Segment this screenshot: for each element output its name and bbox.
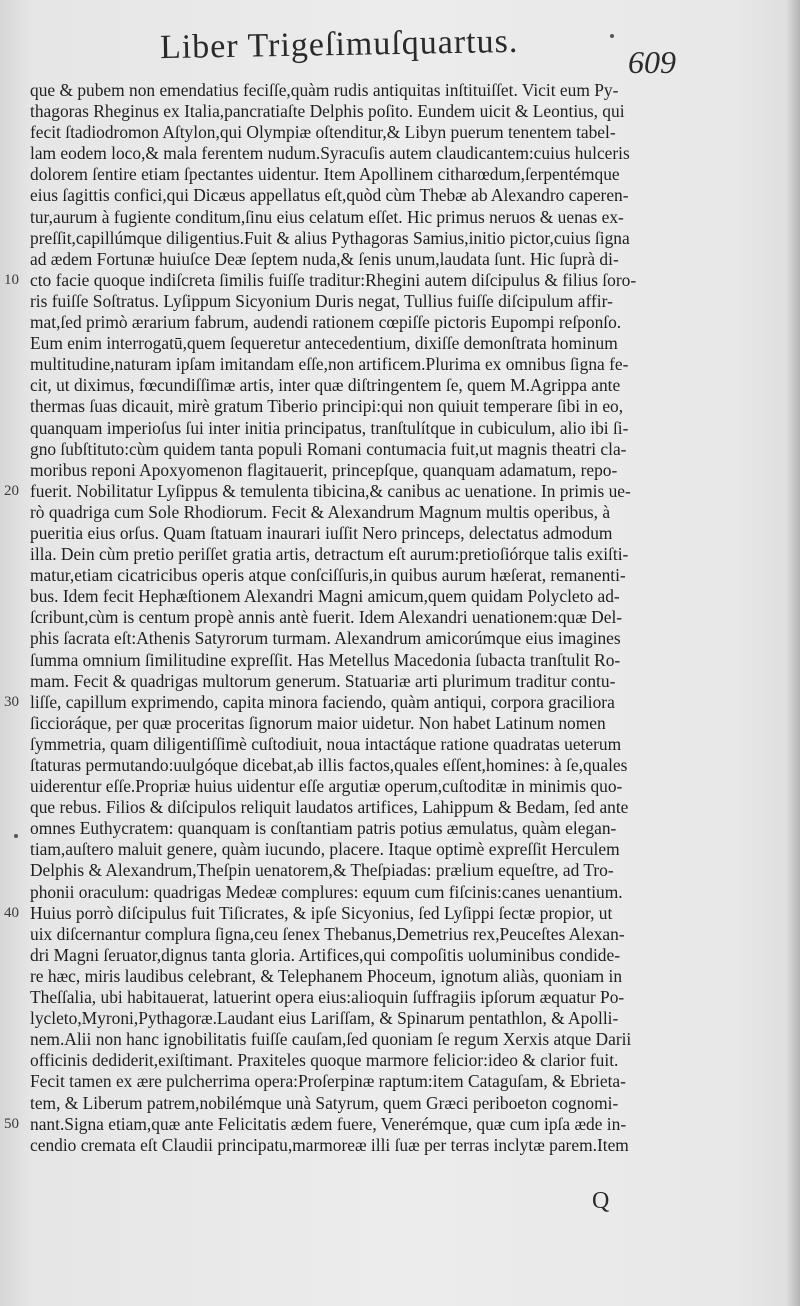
- text-line-content: Theſſalia, ubi habitauerat, latuerint opera eius:alioquin ſuffragiis ipſorum æquatur Po-: [30, 987, 625, 1008]
- text-line: [30, 228, 686, 249]
- text-line-content: cendio cremata eſt Claudii principatu,marmoreæ illi ſuæ per terras inclytæ parem.Item: [30, 1134, 629, 1155]
- running-head: Liber Trigeſimuſquartus.: [159, 22, 519, 67]
- text-line: [4, 269, 686, 291]
- text-line: [30, 565, 686, 586]
- text-line-content: ſiccioráque, per quæ proceritas ſignorum maior uidetur. Non habet Latinum nomen: [30, 712, 606, 733]
- text-line-content: Huius porrò diſcipulus fuit Tiſicrates, & ipſe Sicyonius, ſed Lyſippi ſectæ propior, ut: [30, 902, 613, 923]
- text-line-content: lam eodem loco,& mala ferentem nudum.Syracuſis autem claudicantem:cuius hulceris: [30, 143, 630, 164]
- text-line-content: Fecit tamen ex ære pulcherrima opera:Proſerpinæ raptum:item Cataguſam, & Ebrieta-: [30, 1071, 626, 1092]
- ink-speck: [610, 34, 614, 38]
- text-line-content: que rebus. Filios & diſcipulos reliquit laudatos artifices, Lahippum & Bedam, ſed ante: [30, 797, 629, 818]
- text-line: [30, 143, 686, 164]
- text-line: [4, 1113, 686, 1135]
- text-line-content: tur,aurum à fugiente conditum,ſinu eius celatum eſſet. Hic primus neruos & uenas ex-: [30, 206, 624, 227]
- text-line-content: preſſit,capillúmque diligentius.Fuit & alius Pythagoras Samius,initio pictor,cuius ſigna: [30, 227, 630, 248]
- text-line: [30, 945, 686, 966]
- text-line: [30, 776, 686, 797]
- text-line: [30, 207, 686, 228]
- text-line: [30, 122, 686, 143]
- text-line-content: liſſe, capillum exprimendo, capita minora faciendo, quàm antiqui, corpora graciliora: [30, 691, 615, 712]
- text-line-content: tem, & Liberum patrem,nobilémque unà Satyrum, quem Græci periboeton cognomi-: [30, 1092, 619, 1113]
- text-line-content: cto facie quoque indiſcreta ſimilis fuiſſe traditur:Rhegini autem diſcipulus & filius ſoro-: [30, 269, 637, 290]
- text-line-content: Eum enim interrogatū,quem ſequeretur antecedentium, dixiſſe demonſtrata hominum: [30, 333, 618, 354]
- text-line: [30, 375, 686, 396]
- text-line-content: rò quadriga cum Sole Rhodiorum. Fecit & Alexandrum Magnum multis operibus, à: [30, 501, 611, 522]
- text-line-content: bus. Idem fecit Hephæſtionem Alexandri Magni amicum,quem quidam Polycleto ad-: [30, 586, 620, 607]
- text-line: [30, 882, 686, 903]
- text-line: [30, 607, 686, 628]
- text-line: [30, 628, 686, 649]
- margin-line-number: 30: [4, 693, 19, 710]
- text-line: [30, 164, 686, 185]
- text-line-content: phis ſacrata eſt:Athenis Satyrorum turmam. Alexandrum amicorúmque eius imagines: [30, 628, 621, 649]
- text-line-content: uix diſcernantur complura ſigna,ceu ſenex Thebanus,Demetrius rex,Peuceſtes Alexan-: [30, 923, 625, 944]
- text-line: [30, 439, 686, 460]
- text-line: [30, 755, 686, 776]
- text-line-content: phonii oraculum: quadrigas Medeæ complures: equum cum fiſcinis:canes uenantium.: [30, 881, 623, 902]
- text-line: [30, 249, 686, 270]
- text-line-content: ſymmetria, quam diligentiſſimè cuſtodiuit, noua intactáque ratione quadratas ueterum: [30, 733, 622, 754]
- text-line: [30, 544, 686, 565]
- text-line: [4, 902, 686, 924]
- text-line-content: thermas ſuas dicauit, mirè gratum Tiberio principi:qui non quiuit temperare ſibi in eo,: [30, 396, 624, 417]
- text-line: [30, 333, 686, 354]
- text-line-content: multitudine,naturam ipſam imitandam eſſe,non artificem.Plurima ex omnibus ſigna fe-: [30, 354, 629, 375]
- text-line: [30, 1071, 686, 1092]
- text-line: [30, 460, 686, 481]
- text-line-content: uiderentur eſſe.Propriæ huius uidentur eſſe argutiæ operum,cuſtoditæ in minimis quo-: [30, 776, 623, 797]
- margin-line-number: 10: [4, 271, 19, 288]
- text-line: [30, 396, 686, 417]
- text-line: [30, 924, 686, 945]
- text-line-content: gno ſubſtituto:cùm quidem tanta populi Romani contumacia fuit,ut magnis theatri cla-: [30, 438, 627, 459]
- text-line: [4, 480, 686, 502]
- text-line-content: ſumma omnium ſimilitudine expreſſit. Has Metellus Macedonia ſubacta tranſtulit Ro-: [30, 649, 621, 670]
- text-line-content: nem.Alii non hanc ignobilitatis fuiſſe cauſam,ſed quoniam ſe regum Xerxis atque Darii: [30, 1029, 632, 1050]
- text-line-content: re hæc, miris laudibus celebrant, & Telephanem Phoceum, ignotum aliàs, quoniam in: [30, 965, 623, 986]
- text-line: [30, 734, 686, 755]
- catchword: Q: [592, 1188, 610, 1214]
- text-line-content: ſtaturas permutando:uulgóque dicebat,ab illis factos,quales eſſent,homines: à ſe,quales: [30, 755, 628, 775]
- text-line: [30, 1135, 686, 1156]
- text-line: [30, 797, 686, 818]
- text-line: [30, 1093, 686, 1114]
- text-line-content: tiam,auſtero maluit genere, quàm iucundo, placere. Itaque optimè expreſſit Herculem: [30, 839, 620, 860]
- text-line-content: illa. Dein cùm pretio periſſet gratia artis, detractum eſt aurum:pretioſiórque talis exiſti-: [30, 544, 629, 565]
- text-line-content: eius ſagittis confici,qui Dicæus appellatus eſt,quòd cùm Thebæ ab Alexandro caperen-: [30, 185, 629, 206]
- text-line: [30, 291, 686, 312]
- margin-line-number: 40: [4, 904, 19, 921]
- ink-speck: [14, 834, 18, 838]
- page-number: 609: [628, 44, 676, 80]
- text-line: [30, 839, 686, 860]
- text-line-content: dri Magni ſeruator,dignus tanta gloria. Artifices,qui compoſitis uoluminibus condide-: [30, 944, 620, 965]
- text-line: [30, 502, 686, 523]
- body-text: [4, 80, 686, 1156]
- text-line-content: mam. Fecit & quadrigas multorum generum. Statuariæ arti plurimum traditur contu-: [30, 670, 616, 691]
- text-line: [30, 101, 686, 122]
- text-line-content: cit, ut diximus, fœcundiſſimæ artis, inter quæ diſtringentem ſe, quem M.Agrippa ante: [30, 375, 621, 396]
- text-line: [30, 80, 686, 101]
- text-line: [30, 418, 686, 439]
- text-line: [30, 818, 686, 839]
- text-line-content: moribus reponi Apoxyomenon flagitauerit, princepſque, quanquam adamatum, repo-: [30, 459, 618, 480]
- text-line: [30, 650, 686, 671]
- text-line-content: pueritia eius orſus. Quam ſtatuam inaurari iuſſit Nero princeps, delectatus admodum: [30, 522, 613, 543]
- text-line: [30, 354, 686, 375]
- text-line: [30, 987, 686, 1008]
- text-line: [30, 586, 686, 607]
- text-line-content: mat,ſed primò ærarium fabrum, audendi rationem cœpiſſe pictoris Eupompi reſponſo.: [30, 312, 622, 333]
- text-line-content: matur,etiam cicatricibus operis atque conſciſſuris,in quibus aurum hæſerat, remanenti-: [30, 565, 626, 586]
- text-line: [30, 1008, 686, 1029]
- text-line: [4, 691, 686, 713]
- text-line: [30, 312, 686, 333]
- text-line-content: Delphis & Alexandrum,Theſpin uenatorem,& Theſpiadas: prælium equeſtre, ad Tro-: [30, 860, 614, 881]
- margin-line-number: 50: [4, 1115, 19, 1132]
- text-line: [30, 185, 686, 206]
- text-line: [30, 1029, 686, 1050]
- page-edge-shadow: [786, 0, 800, 1306]
- text-line-content: que & pubem non emendatius feciſſe,quàm rudis antiquitas inſtituiſſet. Vicit eum Py-: [30, 80, 619, 100]
- text-line-content: quanquam imperioſus ſui inter initia principatus, tranſtulítque in cubiculum, alio ibi ſi-: [30, 417, 629, 438]
- text-line-content: lycleto,Myroni,Pythagoræ.Laudant eius Lariſſam, & Spinarum pentathlon, & Apolli-: [30, 1008, 619, 1029]
- text-line-content: ris fuiſſe Soſtratus. Lyſippum Sicyonium Duris negat, Tullius fuiſſe diſcipulum affir-: [30, 290, 613, 311]
- text-line-content: nant.Signa etiam,quæ ante Felicitatis ædem fuere, Venerémque, quæ cum ipſa æde in-: [30, 1113, 627, 1134]
- text-line: [30, 523, 686, 544]
- text-line: [30, 860, 686, 881]
- margin-line-number: 20: [4, 482, 19, 499]
- text-line: [30, 671, 686, 692]
- text-line-content: dolorem ſentire etiam ſpectantes uidentur. Item Apollinem citharœdum,ſerpentémque: [30, 164, 620, 185]
- text-line-content: ſcribunt,cùm is centum propè annis antè fuerit. Idem Alexandri uenationem:quæ Del-: [30, 607, 623, 628]
- text-line-content: omnes Euthycratem: quanquam is conſtantiam patris potius æmulatus, quàm elegan-: [30, 818, 617, 839]
- text-line-content: fuerit. Nobilitatur Lyſippus & temulenta tibicina,& canibus ac uenatione. In primis ue-: [30, 480, 631, 501]
- text-line-content: ad ædem Fortunæ huiuſce Deæ ſeptem nuda,& ſenis unum,laudata ſunt. Hic ſuprà di-: [30, 248, 619, 269]
- text-line: [30, 1050, 686, 1071]
- text-line: [30, 966, 686, 987]
- text-line-content: fecit ſtadiodromon Aſtylon,qui Olympiæ oſtenditur,& Libyn puerum tenentem tabel-: [30, 122, 616, 143]
- text-line-content: thagoras Rheginus ex Italia,pancratiaſte Delphis poſito. Eundem uicit & Leontius, qui: [30, 101, 625, 122]
- text-line-content: officinis dediderit,exiſtimant. Praxiteles quoque marmore felicior:ideo & clarior fuit.: [30, 1050, 619, 1071]
- text-line: [30, 713, 686, 734]
